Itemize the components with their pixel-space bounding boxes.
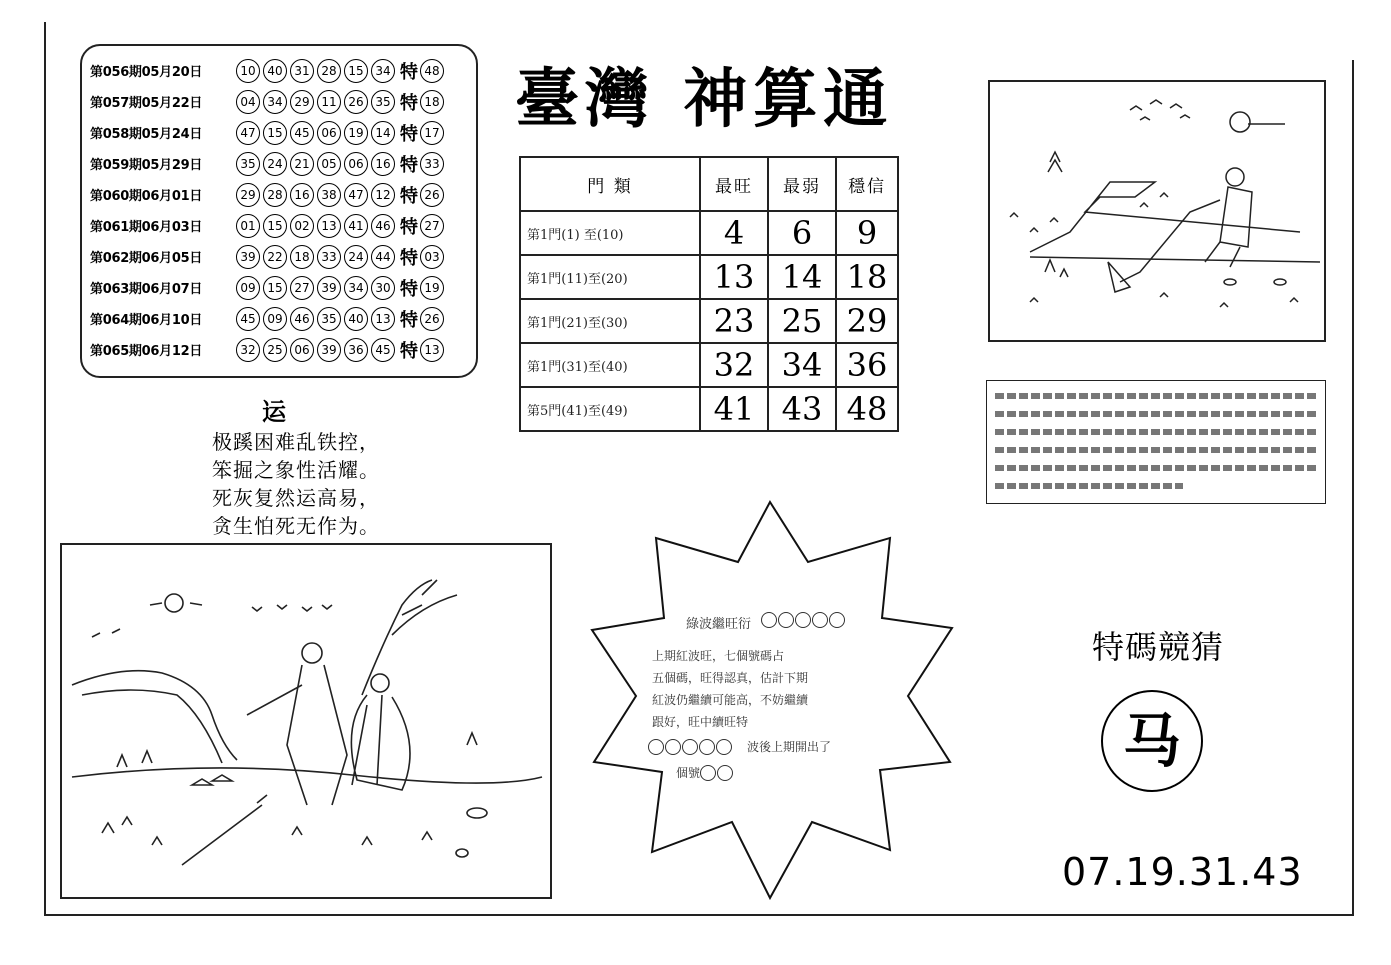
number-ball: 40 <box>263 59 287 83</box>
range-value: 41 <box>700 387 768 431</box>
special-mark: 特 <box>400 247 418 269</box>
number-ball: 26 <box>344 90 368 114</box>
number-ball: 28 <box>263 183 287 207</box>
range-value: 9 <box>836 211 898 255</box>
number-ball: 25 <box>263 338 287 362</box>
header-category: 門 類 <box>520 157 700 211</box>
burst-body <box>652 645 892 733</box>
number-ball: 05 <box>317 152 341 176</box>
range-row <box>520 343 898 387</box>
number-ball: 22 <box>263 245 287 269</box>
number-ball: 32 <box>236 338 260 362</box>
draw-row <box>90 179 476 210</box>
guess-numbers: 07.19.31.43 <box>1062 850 1303 894</box>
draw-row <box>90 148 476 179</box>
number-ball: 14 <box>371 121 395 145</box>
range-value: 32 <box>700 343 768 387</box>
number-ball: 28 <box>317 59 341 83</box>
range-value: 36 <box>836 343 898 387</box>
special-mark: 特 <box>400 123 418 145</box>
burst-footer-line: 個號 <box>676 764 734 781</box>
special-ball: 33 <box>420 152 444 176</box>
poem-line: 死灰复然运高易， <box>212 486 380 510</box>
poem-title: 运 <box>262 397 286 426</box>
farmer-drawing <box>990 82 1324 340</box>
special-ball: 19 <box>420 276 444 300</box>
draw-row <box>90 55 476 86</box>
number-ball: 11 <box>317 90 341 114</box>
scene-drawing <box>62 545 550 897</box>
number-ball: 15 <box>263 121 287 145</box>
number-ball: 34 <box>371 59 395 83</box>
range-value: 43 <box>768 387 836 431</box>
number-ball: 29 <box>290 90 314 114</box>
range-value: 18 <box>836 255 898 299</box>
draw-label: 第056期05月20日 <box>90 65 203 80</box>
farmer-illustration <box>988 80 1326 342</box>
special-ball: 26 <box>420 307 444 331</box>
number-ball: 45 <box>290 121 314 145</box>
draw-row <box>90 272 476 303</box>
special-mark: 特 <box>400 92 418 114</box>
zodiac-circle: 马 <box>1101 690 1203 792</box>
poem <box>212 428 380 540</box>
page-title: 臺灣 神算通 <box>515 62 894 137</box>
number-ball: 02 <box>290 214 314 238</box>
number-ball: 16 <box>290 183 314 207</box>
special-mark: 特 <box>400 309 418 331</box>
draw-row <box>90 210 476 241</box>
poem-line: 笨掘之象性活耀。 <box>212 458 380 482</box>
draw-row <box>90 241 476 272</box>
number-ball: 35 <box>236 152 260 176</box>
number-ball: 46 <box>290 307 314 331</box>
scene-illustration <box>60 543 552 899</box>
range-label: 第1門(11)至(20) <box>520 255 700 299</box>
mini-ball <box>665 739 681 755</box>
draw-results-panel <box>80 44 478 378</box>
mini-ball <box>795 612 811 628</box>
number-ball: 19 <box>344 121 368 145</box>
range-label: 第5門(41)至(49) <box>520 387 700 431</box>
special-ball: 26 <box>420 183 444 207</box>
number-ball: 12 <box>371 183 395 207</box>
range-label: 第1門(1) 至(10) <box>520 211 700 255</box>
special-ball: 27 <box>420 214 444 238</box>
range-label: 第1門(21)至(30) <box>520 299 700 343</box>
mini-ball <box>682 739 698 755</box>
number-ball: 10 <box>236 59 260 83</box>
header-strongest: 最旺 <box>700 157 768 211</box>
number-ball: 45 <box>236 307 260 331</box>
range-value: 29 <box>836 299 898 343</box>
draw-label: 第057期05月22日 <box>90 96 203 111</box>
mini-ball <box>778 612 794 628</box>
number-ball: 21 <box>290 152 314 176</box>
number-ball: 35 <box>317 307 341 331</box>
burst-footer-line: 波後上期開出了 <box>648 738 831 755</box>
number-ball: 33 <box>317 245 341 269</box>
mini-ball <box>716 739 732 755</box>
range-table <box>519 156 899 432</box>
number-ball: 15 <box>344 59 368 83</box>
range-value: 23 <box>700 299 768 343</box>
number-ball: 24 <box>344 245 368 269</box>
range-row <box>520 387 898 431</box>
draw-label: 第063期06月07日 <box>90 282 203 297</box>
range-label: 第1門(31)至(40) <box>520 343 700 387</box>
number-ball: 04 <box>236 90 260 114</box>
range-row <box>520 211 898 255</box>
header-weakest: 最弱 <box>768 157 836 211</box>
number-ball: 29 <box>236 183 260 207</box>
mini-ball <box>761 612 777 628</box>
burst-line: 五個碼，旺得認真，估計下期 <box>652 671 809 685</box>
burst-line: 跟好，旺中續旺特 <box>652 715 749 729</box>
special-ball: 48 <box>420 59 444 83</box>
number-ball: 15 <box>263 276 287 300</box>
draw-row <box>90 117 476 148</box>
number-ball: 30 <box>371 276 395 300</box>
burst-line: 上期紅波旺，七個號碼占 <box>652 649 785 663</box>
number-ball: 46 <box>371 214 395 238</box>
draw-label: 第060期06月01日 <box>90 189 203 204</box>
number-ball: 44 <box>371 245 395 269</box>
range-row <box>520 299 898 343</box>
number-ball: 13 <box>317 214 341 238</box>
number-ball: 47 <box>344 183 368 207</box>
range-value: 48 <box>836 387 898 431</box>
range-value: 6 <box>768 211 836 255</box>
number-ball: 34 <box>263 90 287 114</box>
number-ball: 34 <box>344 276 368 300</box>
number-ball: 06 <box>290 338 314 362</box>
range-value: 14 <box>768 255 836 299</box>
number-ball: 31 <box>290 59 314 83</box>
range-row <box>520 255 898 299</box>
mini-ball <box>700 765 716 781</box>
range-table-header <box>520 157 898 211</box>
number-ball: 06 <box>344 152 368 176</box>
number-ball: 45 <box>371 338 395 362</box>
special-ball: 18 <box>420 90 444 114</box>
number-ball: 40 <box>344 307 368 331</box>
range-value: 34 <box>768 343 836 387</box>
mini-ball <box>812 612 828 628</box>
special-ball: 03 <box>420 245 444 269</box>
number-ball: 09 <box>236 276 260 300</box>
number-ball: 41 <box>344 214 368 238</box>
number-ball: 16 <box>371 152 395 176</box>
notes-lines <box>993 386 1319 496</box>
number-ball: 39 <box>236 245 260 269</box>
burst-line: 紅波仍繼續可能高，不妨繼續 <box>652 693 809 707</box>
number-ball: 15 <box>263 214 287 238</box>
burst-heading: 綠波繼旺衍 <box>686 612 846 632</box>
draw-row <box>90 303 476 334</box>
number-ball: 36 <box>344 338 368 362</box>
number-ball: 47 <box>236 121 260 145</box>
notes-box <box>986 380 1326 504</box>
number-ball: 39 <box>317 338 341 362</box>
range-value: 13 <box>700 255 768 299</box>
draw-label: 第062期06月05日 <box>90 251 203 266</box>
number-ball: 39 <box>317 276 341 300</box>
special-mark: 特 <box>400 340 418 362</box>
poem-line: 极蹊困难乱铁控， <box>212 430 380 454</box>
number-ball: 06 <box>317 121 341 145</box>
draw-row <box>90 86 476 117</box>
draw-label: 第064期06月10日 <box>90 313 203 328</box>
draw-label: 第058期05月24日 <box>90 127 203 142</box>
number-ball: 38 <box>317 183 341 207</box>
draw-row <box>90 334 476 365</box>
draw-label: 第061期06月03日 <box>90 220 203 235</box>
special-ball: 17 <box>420 121 444 145</box>
special-mark: 特 <box>400 216 418 238</box>
number-ball: 09 <box>263 307 287 331</box>
special-guess-title: 特碼競猜 <box>1092 628 1225 666</box>
special-ball: 13 <box>420 338 444 362</box>
special-mark: 特 <box>400 154 418 176</box>
number-ball: 35 <box>371 90 395 114</box>
mini-ball <box>699 739 715 755</box>
mini-ball <box>717 765 733 781</box>
number-ball: 18 <box>290 245 314 269</box>
page-frame-right <box>1352 60 1354 914</box>
mini-ball <box>648 739 664 755</box>
number-ball: 13 <box>371 307 395 331</box>
special-mark: 特 <box>400 185 418 207</box>
header-reliable: 穩信 <box>836 157 898 211</box>
poem-line: 贪生怕死无作为。 <box>212 514 380 538</box>
range-value: 25 <box>768 299 836 343</box>
mini-ball <box>829 612 845 628</box>
special-mark: 特 <box>400 61 418 83</box>
number-ball: 24 <box>263 152 287 176</box>
number-ball: 01 <box>236 214 260 238</box>
draw-label: 第065期06月12日 <box>90 344 203 359</box>
special-mark: 特 <box>400 278 418 300</box>
number-ball: 27 <box>290 276 314 300</box>
range-value: 4 <box>700 211 768 255</box>
draw-label: 第059期05月29日 <box>90 158 203 173</box>
